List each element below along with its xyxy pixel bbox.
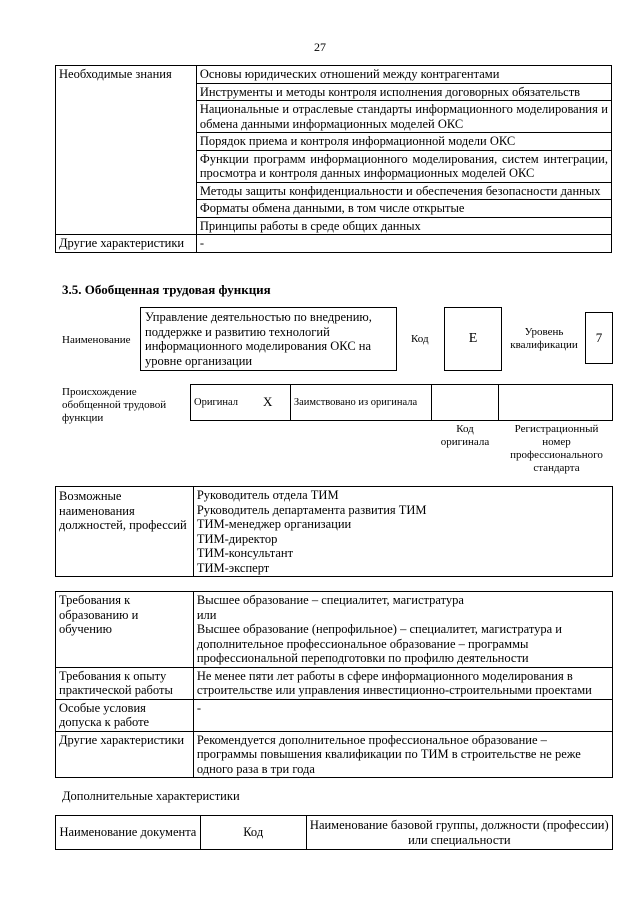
knowledge-item: Основы юридических отношений между контрагентами [196,66,611,84]
other-characteristics-label: Другие характеристики [56,235,197,253]
code-original-label: Код оригинала [440,423,490,448]
code-value-box [444,307,502,371]
position-item: Руководитель департамента развития ТИМ [196,502,427,517]
level-label: Уровень квалификации [510,326,578,351]
education-value [193,592,612,668]
education-line: или [196,607,217,622]
knowledge-item: Национальные и отраслевые стандарты информационного моделирования и обмена данными информационных моделей ОКС [196,101,611,133]
level-value-box [585,312,613,364]
other-characteristics-value: - [196,235,611,253]
code-label: Код [411,333,429,345]
col-group-header: Наименование базовой группы, должности (профессии) или специальности [306,816,612,850]
position-item: ТИМ-консультант [196,546,294,560]
origin-label: Происхождение обобщенной трудовой функции [62,386,167,424]
additional-title: Дополнительные характеристики [62,789,240,803]
borrowed-label: Заимствовано из оригинала [290,385,431,421]
position-item: ТИМ-менеджер организации [196,517,352,531]
knowledge-item: Форматы обмена данными, в том числе открытые [196,200,611,218]
experience-label: Требования к опыту практической работы [56,667,194,699]
other-value: Рекомендуется дополнительное профессиональное образование – программы повышения квалификации по ТИМ в строительстве не реже одного раза в три года [193,731,612,778]
knowledge-table [55,65,612,253]
special-conditions-value: - [193,699,612,731]
reg-number-label: Регистрационный номер профессионального стандарта [510,423,603,474]
code-original-cell [431,385,499,421]
position-item: ТИМ-эксперт [196,560,270,575]
knowledge-item: Методы защиты конфиденциальности и обеспечения безопасности данных [196,182,611,200]
knowledge-item: Функции программ информационного моделирования, систем интеграции, просмотра и контроля данных информационных моделей ОКС [196,150,611,182]
positions-label: Возможные наименования должностей, профессий [56,487,194,577]
position-item: Руководитель отдела ТИМ [196,488,339,502]
col-doc-header: Наименование документа [56,816,201,850]
positions-table [55,486,613,577]
knowledge-item: Порядок приема и контроля информационной модели ОКС [196,133,611,151]
origin-table [190,384,613,421]
section-heading: 3.5. Обобщенная трудовая функция [62,282,271,297]
reg-number-cell [499,385,613,421]
positions-list [193,487,612,577]
name-label: Наименование [62,334,131,346]
knowledge-item: Инструменты и методы контроля исполнения договорных обязательств [196,83,611,101]
knowledge-item: Принципы работы в среде общих данных [196,217,611,235]
page-number: 27 [314,40,326,54]
experience-value: Не менее пяти лет работы в сфере информационного моделирования в строительстве или управления инвестиционно-строительными проектами [193,667,612,699]
name-value: Управление деятельностью по внедрению, поддержке и развитию технологий информационного моделирования ОКС на уровне организации [145,310,372,368]
education-label: Требования к образованию и обучению [56,592,194,668]
education-line: Высшее образование – специалитет, магистратура [196,593,464,607]
requirements-table [55,591,613,778]
original-label: Оригинал [191,385,246,421]
special-conditions-label: Особые условия допуска к работе [56,699,194,731]
education-line: Высшее образование (непрофильное) – специалитет, магистратура и дополнительное профессиональное образование – программы профессиональной переподготовки по профилю деятельности [196,622,562,665]
col-code-header: Код [200,816,306,850]
position-item: ТИМ-директор [196,531,278,546]
original-mark: X [245,385,290,421]
knowledge-label: Необходимые знания [56,66,197,235]
name-value-box [140,307,397,371]
other-label: Другие характеристики [56,731,194,778]
level-value: 7 [595,330,603,345]
additional-table [55,815,613,850]
code-value: E [468,331,478,346]
